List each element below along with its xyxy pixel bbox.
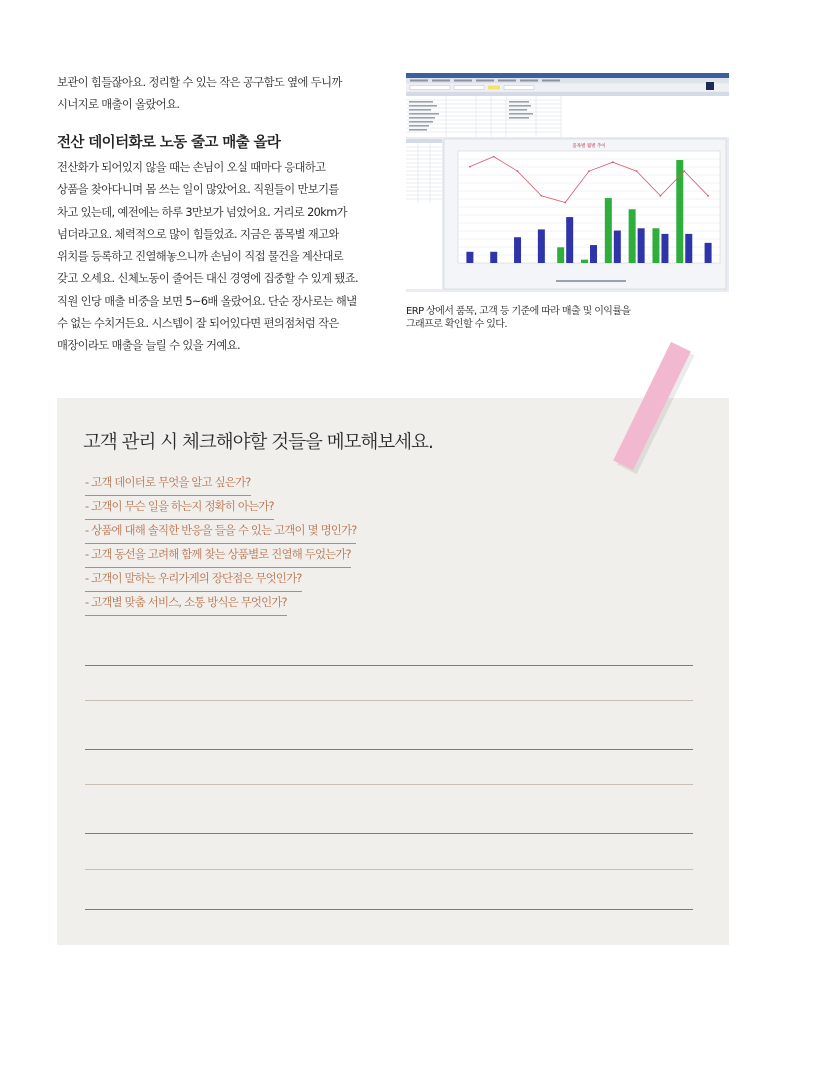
erp-bar-green bbox=[557, 247, 564, 263]
checklist-item: - 고객이 말하는 우리가게의 장단점은 무엇인가? bbox=[85, 568, 302, 592]
section-heading: 전산 데이터화로 노동 줄고 매출 올라 bbox=[57, 135, 281, 151]
article-line: 매장이라도 매출을 늘릴 수 있을 거예요. bbox=[57, 339, 240, 353]
erp-bar-blue bbox=[705, 243, 712, 263]
figure-caption bbox=[406, 305, 736, 331]
article-line: 전산화가 되어있지 않을 때는 손님이 오실 때마다 응대하고 bbox=[57, 161, 326, 174]
erp-bar-blue bbox=[685, 234, 692, 263]
checklist-item: - 고객이 무슨 일을 하는지 정확히 아는가? bbox=[85, 496, 274, 520]
article-line: 상품을 찾아다니며 몸 쓰는 일이 많았어요. 직원들이 만보기를 bbox=[57, 183, 339, 197]
erp-bar-blue bbox=[661, 234, 668, 263]
article-line: 위치를 등록하고 진열해놓으니까 손님이 직접 물건을 계산대로 bbox=[57, 250, 344, 264]
erp-chart-title: 품목별 월별 추이 bbox=[572, 144, 606, 149]
erp-bar-blue bbox=[466, 252, 473, 263]
article-line: 넘더라고요. 체력적으로 많이 힘들었죠. 지금은 품목별 재고와 bbox=[57, 227, 339, 241]
erp-trend-point bbox=[660, 195, 662, 197]
caption-line: ERP 상에서 품목, 고객 등 기준에 따라 매출 및 이익률을 bbox=[406, 306, 631, 317]
intro-line: 시너지로 매출이 올랐어요. bbox=[57, 98, 180, 112]
erp-bar-green bbox=[581, 260, 588, 263]
erp-trend-point bbox=[540, 195, 542, 197]
intro-paragraph bbox=[57, 72, 397, 117]
erp-trend-point bbox=[493, 156, 495, 158]
erp-bar-blue bbox=[490, 252, 497, 263]
erp-trend-point bbox=[517, 170, 519, 172]
erp-bar-green bbox=[629, 209, 636, 263]
erp-trend-point bbox=[588, 170, 590, 172]
article-line: 직원 인당 매출 비중을 보면 5~6배 올랐어요. 단순 장사로는 해낼 bbox=[57, 294, 357, 308]
article-line: 갖고 오세요. 신체노동이 줄어든 대신 경영에 집중할 수 있게 됐죠. bbox=[57, 272, 359, 286]
article-paragraph bbox=[57, 157, 392, 358]
erp-bar-blue bbox=[590, 245, 597, 263]
article-line: 수 없는 수치거든요. 시스템이 잘 되어있다면 편의점처럼 작은 bbox=[57, 317, 339, 331]
checklist-item: - 고객별 맞춤 서비스, 소통 방식은 무엇인가? bbox=[85, 592, 287, 616]
erp-trend-point bbox=[636, 170, 638, 172]
erp-bar-green bbox=[605, 198, 612, 263]
memo-writing-line bbox=[85, 784, 693, 785]
erp-bar-green bbox=[652, 228, 659, 263]
tape-decoration bbox=[620, 340, 660, 472]
memo-writing-line bbox=[85, 909, 693, 910]
erp-bar-blue bbox=[514, 237, 521, 263]
erp-screenshot bbox=[406, 73, 729, 292]
erp-trend-point bbox=[707, 195, 709, 197]
memo-writing-line bbox=[85, 749, 693, 750]
erp-bar-blue bbox=[614, 231, 621, 263]
checklist bbox=[85, 472, 356, 616]
caption-line: 그래프로 확인할 수 있다. bbox=[406, 319, 507, 330]
memo-writing-line bbox=[85, 665, 693, 666]
erp-trend-point bbox=[469, 166, 471, 168]
memo-writing-line bbox=[85, 700, 693, 701]
intro-line: 보관이 힘들잖아요. 정리할 수 있는 작은 공구함도 옆에 두니까 bbox=[57, 76, 342, 89]
memo-writing-line bbox=[85, 833, 693, 834]
memo-title: 고객 관리 시 체크해야할 것들을 메모해보세요. bbox=[83, 432, 433, 453]
memo-writing-line bbox=[85, 869, 693, 870]
erp-bar-blue bbox=[638, 228, 645, 263]
checklist-item: - 고객 동선을 고려해 함께 찾는 상품별로 진열해 두었는가? bbox=[85, 544, 351, 568]
checklist-item: - 고객 데이터로 무엇을 알고 싶은가? bbox=[85, 472, 251, 496]
erp-bar-blue bbox=[538, 229, 545, 263]
checklist-item: - 상품에 대해 솔직한 반응을 들을 수 있는 고객이 몇 명인가? bbox=[85, 520, 356, 544]
memo-box bbox=[57, 398, 729, 945]
article-line: 차고 있는데, 예전에는 하루 3만보가 넘었어요. 거리로 20km가 bbox=[57, 205, 347, 219]
erp-trend-point bbox=[683, 170, 685, 172]
erp-bar-blue bbox=[566, 217, 573, 263]
erp-trend-point bbox=[612, 161, 614, 163]
erp-trend-point bbox=[564, 202, 566, 204]
